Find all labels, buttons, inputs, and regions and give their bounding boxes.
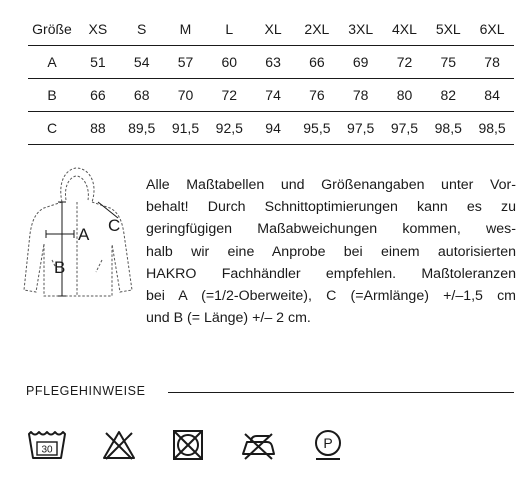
- table-cell: 72: [383, 46, 427, 79]
- label-a: A: [78, 225, 90, 244]
- table-cell: L: [207, 13, 251, 46]
- table-cell: 80: [383, 79, 427, 112]
- wash-30-icon: [27, 428, 67, 462]
- table-cell: 3XL: [339, 13, 383, 46]
- no-tumble-dry-icon: [171, 428, 205, 462]
- size-disclaimer-text: [146, 174, 516, 329]
- care-icons: [27, 428, 345, 462]
- table-cell: 66: [76, 79, 120, 112]
- table-cell: 70: [164, 79, 208, 112]
- wash-temperature: 30: [41, 444, 53, 456]
- table-cell: 78: [339, 79, 383, 112]
- table-cell: 57: [164, 46, 208, 79]
- note-line: bei A (=1/2-Oberweite), C (=Armlänge) +/–1,5 cm: [146, 288, 516, 305]
- table-row: [28, 46, 514, 79]
- table-cell: M: [164, 13, 208, 46]
- table-row: [28, 112, 514, 145]
- no-bleach-icon: [101, 428, 137, 462]
- table-cell: 66: [295, 46, 339, 79]
- table-row: [28, 79, 514, 112]
- table-cell: XL: [251, 13, 295, 46]
- note-line: HAKRO Fachhändler empfehlen. Maßtoleranzen: [146, 265, 516, 282]
- table-cell: 98,5: [470, 112, 514, 145]
- note-line: behalt! Durch Schnittoptimierungen kann es zu: [146, 199, 516, 216]
- note-line: halb wir eine Anprobe bei einem autorisierten: [146, 243, 516, 260]
- table-cell: 6XL: [470, 13, 514, 46]
- label-b: B: [54, 258, 66, 277]
- table-cell: 74: [251, 79, 295, 112]
- table-cell: 78: [470, 46, 514, 79]
- row-label-cell: C: [28, 112, 76, 145]
- table-cell: 95,5: [295, 112, 339, 145]
- care-divider: [168, 392, 514, 393]
- table-cell: 97,5: [339, 112, 383, 145]
- table-cell: 98,5: [426, 112, 470, 145]
- note-line: und B (= Länge) +/– 2 cm.: [146, 310, 311, 327]
- care-heading: PFLEGEHINWEISE: [26, 384, 146, 398]
- table-cell: 91,5: [164, 112, 208, 145]
- table-cell: 60: [207, 46, 251, 79]
- professional-letter: P: [323, 435, 333, 451]
- table-cell: 94: [251, 112, 295, 145]
- table-cell: 2XL: [295, 13, 339, 46]
- table-cell: 72: [207, 79, 251, 112]
- table-cell: 84: [470, 79, 514, 112]
- table-cell: 63: [251, 46, 295, 79]
- row-label-cell: B: [28, 79, 76, 112]
- note-line: Alle Maßtabellen und Größenangaben unter Vor-: [146, 177, 516, 193]
- table-header-row: [28, 13, 514, 46]
- table-cell: 69: [339, 46, 383, 79]
- note-line: geringfügigen Maßabweichungen kommen, wes-: [146, 221, 516, 238]
- table-cell: S: [120, 13, 164, 46]
- table-cell: 82: [426, 79, 470, 112]
- table-cell: 76: [295, 79, 339, 112]
- table-cell: 4XL: [383, 13, 427, 46]
- table-cell: 89,5: [120, 112, 164, 145]
- table-cell: 54: [120, 46, 164, 79]
- table-cell: 88: [76, 112, 120, 145]
- row-label-cell: A: [28, 46, 76, 79]
- table-cell: 97,5: [383, 112, 427, 145]
- table-cell: 51: [76, 46, 120, 79]
- table-cell: 5XL: [426, 13, 470, 46]
- row-label-cell: Größe: [28, 13, 76, 46]
- table-cell: 75: [426, 46, 470, 79]
- table-cell: 68: [120, 79, 164, 112]
- label-c: C: [108, 216, 121, 235]
- table-cell: XS: [76, 13, 120, 46]
- no-iron-icon: [239, 428, 277, 462]
- table-cell: 92,5: [207, 112, 251, 145]
- size-table: [28, 13, 514, 145]
- professional-cleaning-p-icon: [311, 428, 345, 462]
